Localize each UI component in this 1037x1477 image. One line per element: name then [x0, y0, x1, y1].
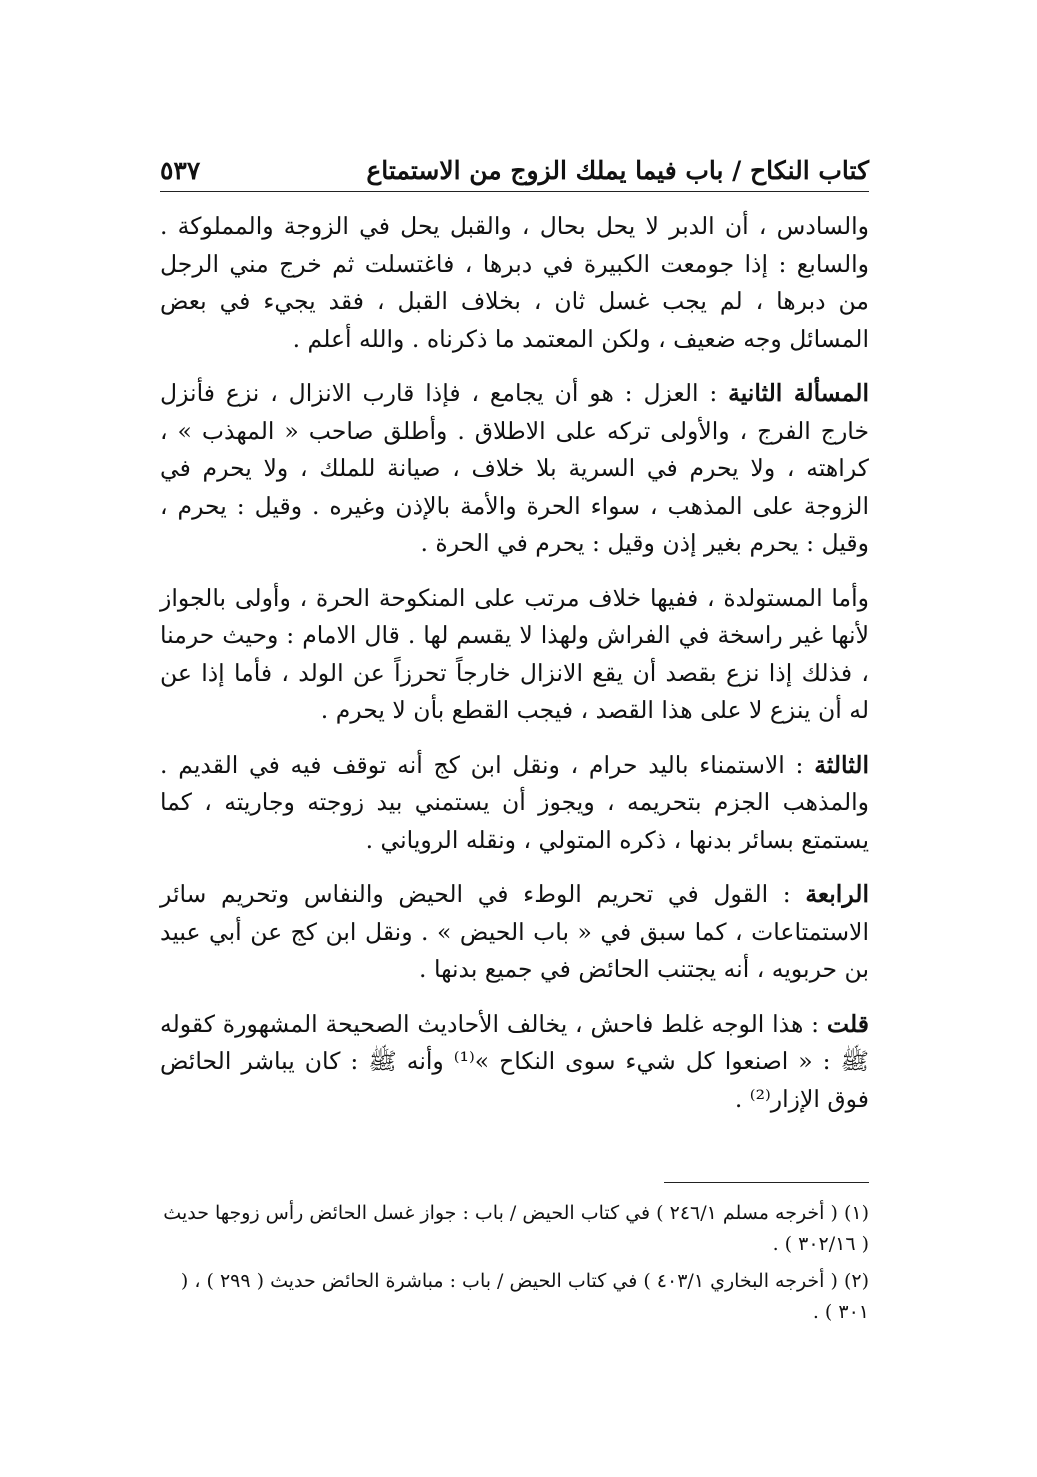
paragraph — [160, 876, 869, 989]
page-number: ٥٣٧ — [160, 156, 201, 185]
paragraph-lead: قلت — [826, 1009, 869, 1038]
paragraph-lead: الثالثة — [814, 750, 869, 779]
paragraph-lead: المسألة الثانية — [728, 379, 869, 407]
footnotes — [160, 1198, 869, 1334]
paragraph-text: : الاستمناء باليد حرام ، ونقل ابن كج أنه توقف فيه في القديم . والمذهب الجزم بتحريمه ، ويجوز أن يستمني بيد زوجته وجاريته ، كما يستمتع بسائر بدنها ، ذكره المتولي ، ونقله الروياني . — [160, 750, 869, 854]
main-text — [160, 208, 869, 1135]
running-title: كتاب النكاح / باب فيما يملك الزوج من الاستمتاع — [366, 156, 869, 185]
paragraph — [160, 747, 869, 860]
paragraph — [160, 580, 869, 730]
paragraph — [160, 208, 869, 358]
footnote: (٢) ( أخرجه البخاري ٤٠٣/١ ) في كتاب الحيض / باب : مباشرة الحائض حديث ( ٢٩٩ ) ، ( ٣٠١ ) . — [180, 1270, 869, 1323]
footnote-divider — [664, 1182, 869, 1183]
paragraph-text: : هذا الوجه غلط فاحش ، يخالف الأحاديث الصحيحة المشهورة كقوله ﷺ : « اصنعوا كل شيء سوى النكاح »⁽¹⁾ وأنه ﷺ : كان يباشر الحائض فوق الإزار⁽²⁾ . — [160, 1009, 869, 1113]
page-header — [160, 150, 869, 192]
paragraph — [160, 1006, 869, 1119]
paragraph-text: وأما المستولدة ، ففيها خلاف مرتب على المنكوحة الحرة ، وأولى بالجواز لأنها غير راسخة في الفراش ولهذا لا يقسم لها . قال الامام : وحيث حرمنا ، فذلك إذا نزع بقصد أن يقع الانزال خارجاً تحرزاً عن الولد ، فأما إذا عن له أن ينزع لا على هذا القصد ، فيجب القطع بأن لا يحرم . — [160, 583, 869, 724]
paragraph-text: : العزل : هو أن يجامع ، فإذا قارب الانزال ، نزع فأنزل خارج الفرج ، والأولى تركه على الاطلاق . وأطلق صاحب « المهذب » ، كراهته ، ولا يحرم في السرية بلا خلاف ، صيانة للملك ، ولا يحرم في الزوجة على المذهب ، سواء الحرة والأمة بالإذن وغيره . وقيل : يحرم ، وقيل : يحرم بغير إذن وقيل : يحرم في الحرة . — [160, 379, 869, 557]
paragraph-text: والسادس ، أن الدبر لا يحل بحال ، والقبل يحل في الزوجة والمملوكة . والسابع : إذا جومعت الكبيرة في دبرها ، فاغتسلت ثم خرج مني الرجل من دبرها ، لم يجب غسل ثان ، بخلاف القبل ، فقد يجيء في بعض المسائل وجه ضعيف ، ولكن المعتمد ما ذكرناه . والله أعلم . — [160, 212, 869, 353]
paragraph-text: : القول في تحريم الوطء في الحيض والنفاس وتحريم سائر الاستمتاعات ، كما سبق في « باب الحيض » . ونقل ابن كج عن أبي عبيد بن حربويه ، أنه يجتنب الحائض في جميع بدنها . — [160, 880, 869, 983]
paragraph — [160, 375, 869, 563]
footnote: (١) ( أخرجه مسلم ٢٤٦/١ ) في كتاب الحيض / باب : جواز غسل الحائض رأس زوجها حديث ( ٣٠٢/١٦ ) . — [163, 1202, 869, 1255]
paragraph-lead: الرابعة — [805, 880, 869, 908]
